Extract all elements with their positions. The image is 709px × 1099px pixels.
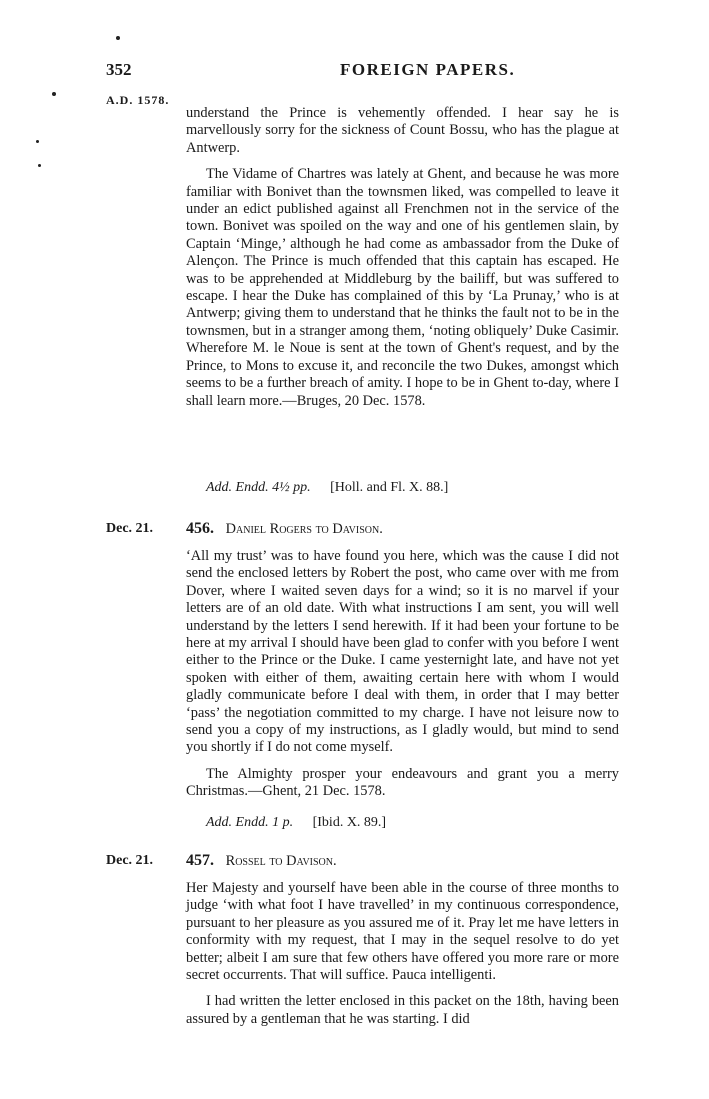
endorsement: Add. Endd. 4½ pp. — [206, 480, 311, 495]
page-header — [0, 60, 709, 84]
page-number: 352 — [106, 60, 132, 79]
margin-dot — [38, 164, 41, 167]
entry-date: Dec. 21. — [106, 521, 154, 536]
entry-date: Dec. 21. — [106, 853, 154, 868]
paragraph: I had written the letter enclosed in this packet on the 18th, having been assured by a gentleman that he was starting. I did — [186, 993, 619, 1027]
archive-reference: [Holl. and Fl. X. 88.] — [330, 480, 449, 495]
archive-reference: [Ibid. X. 89.] — [312, 815, 387, 830]
endorsement-line — [206, 480, 448, 496]
entry-number: 457. — [186, 852, 214, 869]
margin-dot — [52, 92, 56, 96]
paragraph: Her Majesty and yourself have been able in the course of three months to judge ‘with what foot I have travelled’ in my continuous correspondence, pursuant to her pleasure as you assured me of it. Pray let me have letters in conformity with my request, that I may in the sequel resolve to do yet better; albeit I am sure that few others have offered you more rare or more secret occurrents. That will suffice. Pauca intelligenti. — [186, 880, 619, 984]
endorsement-line — [206, 815, 386, 831]
endorsement: Add. Endd. 1 p. — [206, 815, 294, 830]
entry-body — [186, 880, 619, 1028]
margin-dot — [116, 36, 120, 40]
continuation-text — [186, 105, 619, 410]
margin-dot — [36, 140, 39, 143]
entry-title: Daniel Rogers to Davison. — [225, 521, 383, 537]
year-margin-note: A.D. 1578. — [106, 93, 170, 107]
paragraph: The Vidame of Chartres was lately at Ghent, and because he was more familiar with Bonivet than the townsmen liked, was compelled to leave it under an edict published against all Frenchmen not in the service of the town. Bonivet was spoiled on the way and one of his gentlemen slain, by Captain ‘Minge,’ although he had come as ambassador from the Duke of Alençon. The Prince is much offended that this captain has escaped. He was to be apprehended at Middleburg by the bailiff, but was suffered to escape. I hear the Duke has complained of this by ‘La Prunay,’ who is at Antwerp; giving them to understand that he thinks the fault not to be in the townsmen, but in a stranger among them, ‘noting obliquely’ Duke Casimir. Wherefore M. le Noue is sent at the town of Ghent's request, and by the Prince, to Mons to excuse it, and reconcile the two Dukes, amongst which seems to be a further breach of amity. I hope to be in Ghent to-day, where I shall learn more.—Bruges, 20 Dec. 1578. — [186, 166, 619, 409]
running-title: FOREIGN PAPERS. — [340, 60, 516, 79]
entry-number: 456. — [186, 520, 214, 537]
paragraph: ‘All my trust’ was to have found you here, which was the cause I did not send the enclosed letters by Robert the post, who came over with me from Dover, where I waited seven days for a wind; so it is no marvel if your letters are of an old date. With what instructions I am sent, you will well understand by the letters I send herewith. If it had been your fortune to be here at my arrival I should have been glad to confer with you before I went either to the Prince or the Duke. I came yesternight late, and have not yet spoken with either of them, awaiting certain here with whom I would gladly communicate before I deal with them, in order that I may better ‘pass’ the negotiation committed to my charge. I have not leisure now to send you a copy of my instructions, as I gladly would, but mind to send you shortly if I do not come myself. — [186, 548, 619, 756]
paragraph: The Almighty prosper your endeavours and grant you a merry Christmas.—Ghent, 21 Dec. 1578. — [186, 765, 619, 800]
entry-body — [186, 548, 619, 801]
entry-heading — [186, 520, 383, 538]
paragraph: understand the Prince is vehemently offended. I hear say he is marvellously sorry for the sickness of Count Bossu, who has the plague at Antwerp. — [186, 105, 619, 156]
entry-heading — [186, 852, 337, 870]
entry-title: Rossel to Davison. — [225, 853, 337, 869]
